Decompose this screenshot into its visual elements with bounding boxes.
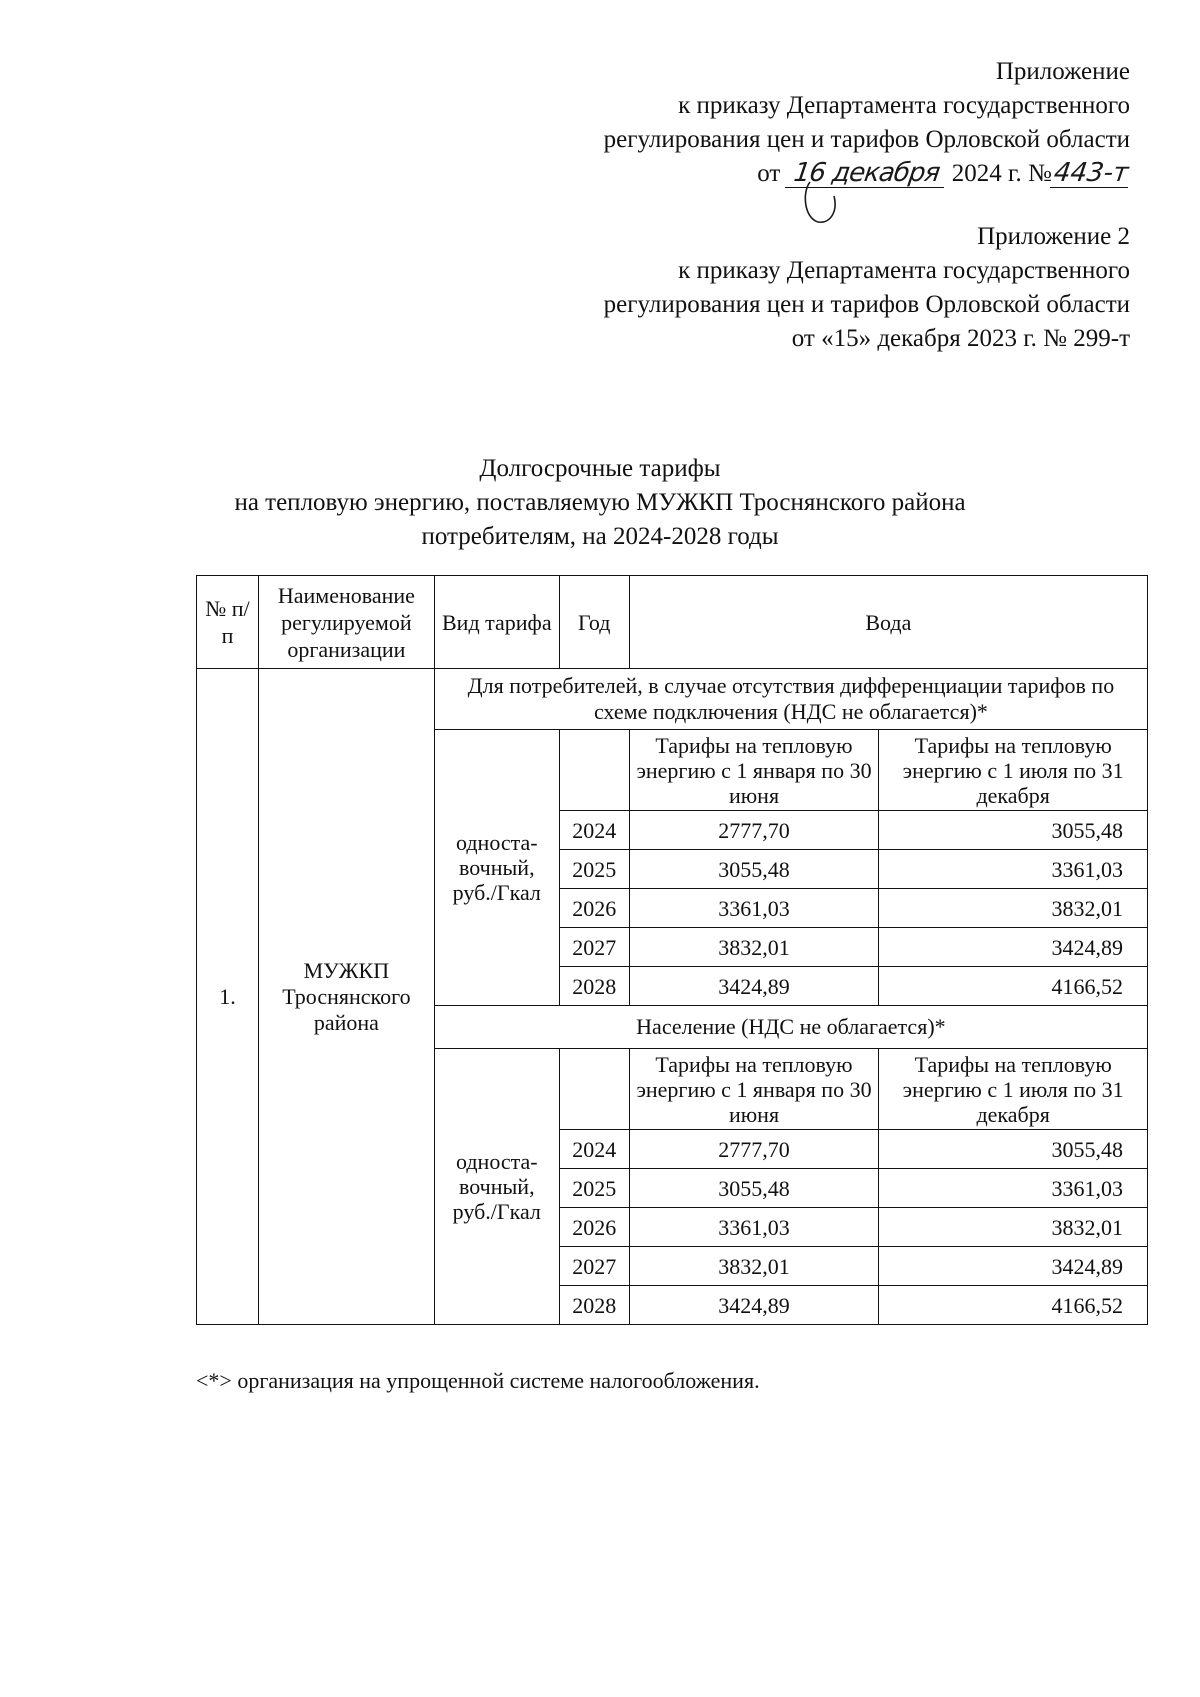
tariff-second-half: 3361,03: [879, 850, 1148, 889]
tariff-first-half: 3424,89: [629, 1286, 879, 1325]
appendix2-date-line: от «15» декабря 2023 г. № 299-т: [791, 325, 1130, 352]
column-first-half: Тарифы на тепловую энергию с 1 января по 30 июня: [629, 1049, 879, 1130]
year-cell: 2025: [559, 850, 629, 889]
tariff-first-half: 3361,03: [629, 1208, 879, 1247]
date-prefix: от: [757, 160, 781, 187]
section-caption: Для потребителей, в случае отсутствия дифференциации тарифов по схеме подключения (НДС не облагается)*: [434, 669, 1147, 730]
order-year: 2024 г. №: [951, 160, 1052, 187]
tariff-table: [196, 575, 1148, 1325]
tariff-second-half: 3832,01: [879, 1208, 1148, 1247]
section-caption-row: [197, 669, 1148, 730]
handwritten-date: 16 декабря: [785, 159, 948, 188]
tariff-second-half: 3361,03: [879, 1169, 1148, 1208]
tariff-type: односта- вочный, руб./Гкал: [434, 1049, 559, 1325]
tariff-second-half: 3424,89: [879, 1247, 1148, 1286]
year-cell: 2025: [559, 1169, 629, 1208]
year-cell: 2027: [559, 928, 629, 967]
tariff-first-half: 2777,70: [629, 1130, 879, 1169]
year-cell: 2026: [559, 889, 629, 928]
row-number: 1.: [197, 669, 259, 1325]
tariff-second-half: 3832,01: [879, 889, 1148, 928]
title-line-2: на тепловую энергию, поставляемую МУЖКП Троснянского района: [234, 489, 966, 516]
table-header-row: [197, 576, 1148, 669]
tariff-first-half: 3832,01: [629, 1247, 879, 1286]
header-tariff-type: Вид тарифа: [434, 576, 559, 669]
appendix-header-1: [604, 55, 1130, 191]
appendix2-order-line: к приказу Департамента государственного: [678, 257, 1130, 284]
tariff-first-half: 3055,48: [629, 1169, 879, 1208]
tariff-first-half: 3424,89: [629, 967, 879, 1006]
tariff-second-half: 3055,48: [879, 1130, 1148, 1169]
tariff-first-half: 3832,01: [629, 928, 879, 967]
header-org: Наименование регулируемой организации: [258, 576, 434, 669]
column-second-half: Тарифы на тепловую энергию с 1 июля по 31 декабря: [879, 1049, 1148, 1130]
tariff-second-half: 4166,52: [879, 967, 1148, 1006]
tariff-second-half: 3055,48: [879, 811, 1148, 850]
appendix-order-line: к приказу Департамента государственного: [678, 92, 1130, 119]
header-water: Вода: [629, 576, 1147, 669]
tariff-first-half: 3055,48: [629, 850, 879, 889]
empty-year-header: [559, 1049, 629, 1130]
year-cell: 2024: [559, 811, 629, 850]
appendix-date-line: [604, 157, 1130, 191]
column-second-half: Тарифы на тепловую энергию с 1 июля по 31 декабря: [879, 730, 1148, 811]
signature-stroke: [800, 178, 842, 226]
year-cell: 2024: [559, 1130, 629, 1169]
appendix-title: Приложение: [995, 58, 1130, 85]
year-cell: 2027: [559, 1247, 629, 1286]
document-title: [0, 452, 1200, 554]
column-first-half: Тарифы на тепловую энергию с 1 января по 30 июня: [629, 730, 879, 811]
appendix-header-2: [604, 220, 1130, 356]
title-line-3: потребителям, на 2024-2028 годы: [421, 523, 779, 550]
organization-name: МУЖКП Троснянского района: [258, 669, 434, 1325]
handwritten-order-number: 443-т: [1051, 158, 1131, 188]
year-cell: 2028: [559, 967, 629, 1006]
header-num: № п/п: [197, 576, 259, 669]
year-cell: 2028: [559, 1286, 629, 1325]
title-line-1: Долгосрочные тарифы: [479, 455, 721, 482]
tariff-first-half: 2777,70: [629, 811, 879, 850]
tariff-second-half: 4166,52: [879, 1286, 1148, 1325]
appendix2-title: Приложение 2: [977, 223, 1130, 250]
appendix-department-line: регулирования цен и тарифов Орловской области: [603, 126, 1130, 153]
appendix2-department-line: регулирования цен и тарифов Орловской области: [603, 291, 1130, 318]
empty-year-header: [559, 730, 629, 811]
tariff-second-half: 3424,89: [879, 928, 1148, 967]
year-cell: 2026: [559, 1208, 629, 1247]
tariff-first-half: 3361,03: [629, 889, 879, 928]
tariff-type: односта- вочный, руб./Гкал: [434, 730, 559, 1006]
header-year: Год: [559, 576, 629, 669]
footnote: <*> организация на упрощенной системе налогообложения.: [196, 1368, 760, 1393]
section-caption: Население (НДС не облагается)*: [434, 1006, 1147, 1049]
